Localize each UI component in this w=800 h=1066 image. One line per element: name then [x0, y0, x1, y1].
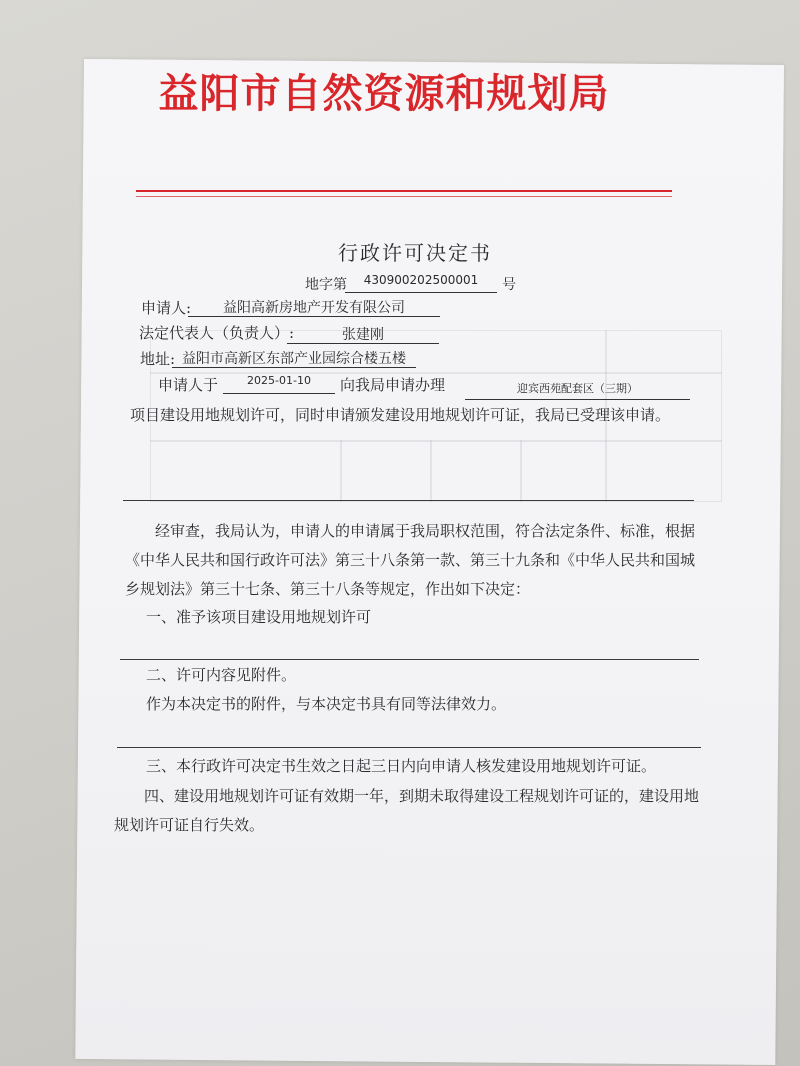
- legal-rep-value: 张建刚: [287, 324, 439, 344]
- legal-rep-label: 法定代表人（负责人）:: [139, 324, 295, 342]
- application-project: 迎宾西苑配套区（三期）: [465, 380, 690, 400]
- show-through-table-col: [340, 440, 342, 502]
- address-value: 益阳市高新区东部产业园综合楼五楼: [172, 348, 416, 368]
- show-through-table-col: [520, 440, 522, 502]
- decision-2-note: 作为本决定书的附件，与本决定书具有同等法律效力。: [146, 695, 507, 713]
- agency-header: 益阳市自然资源和规划局: [158, 71, 610, 117]
- review-paragraph: 经审查，我局认为，申请人的申请属于我局职权范围，符合法定条件、标准，根据《中华人民共和国行政许可法》第三十八条第一款、第三十九条和《中华人民共和国城乡规划法》第三十七条、第三十八条等规定，作出如下决定：: [125, 522, 696, 598]
- applicant-label: 申请人:: [141, 299, 192, 317]
- decision-2: 二、许可内容见附件。: [146, 666, 297, 684]
- decision-1: 一、准予该项目建设用地规划许可: [146, 608, 372, 626]
- doc-no-value: 430900202500001: [345, 273, 497, 293]
- decision-3: 三、本行政许可决定书生效之日起三日内向申请人核发建设用地规划许可证。: [146, 757, 657, 775]
- application-date: 2025-01-10: [223, 374, 335, 394]
- application-lead: 申请人于: [158, 376, 219, 394]
- show-through-table-row: [150, 440, 722, 442]
- blank-line: [117, 747, 701, 748]
- applicant-value: 益阳高新房地产开发有限公司: [188, 297, 440, 317]
- application-mid: 向我局申请办理: [340, 376, 446, 394]
- document-title: 行政许可决定书: [338, 241, 492, 265]
- address-label: 地址:: [140, 350, 176, 368]
- application-rest: 项目建设用地规划许可，同时申请颁发建设用地规划许可证，我局已受理该申请。: [130, 406, 671, 424]
- doc-no-suffix: 号: [502, 277, 516, 293]
- blank-line: [120, 659, 699, 660]
- show-through-table-col: [430, 440, 432, 502]
- doc-no-prefix: 地字第: [305, 277, 347, 293]
- blank-line: [123, 500, 694, 501]
- decision-4: 四、建设用地规划许可证有效期一年，到期未取得建设工程规划许可证的，建设用地规划许可证自行失效。: [114, 787, 700, 834]
- header-red-rule: [136, 190, 672, 192]
- header-red-rule-thin: [136, 196, 672, 197]
